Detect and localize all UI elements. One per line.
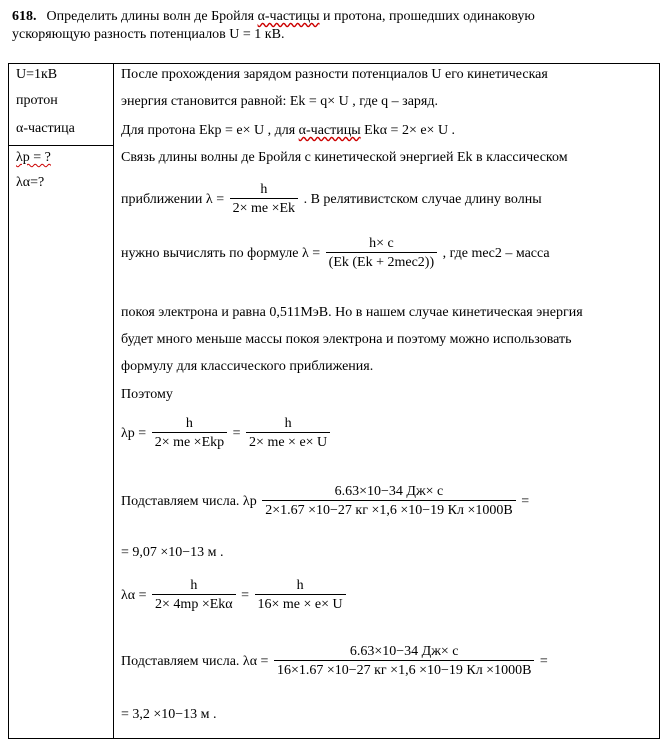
solution-alpha-word: α-частицы bbox=[298, 123, 361, 138]
solution-line-10: Поэтому bbox=[121, 387, 173, 402]
solution-line-6-text: нужно вычислять по формуле λ = bbox=[121, 246, 324, 262]
solution-line-6-end: , где mec2 – масса bbox=[439, 246, 550, 262]
solution-line-9: формулу для классического приближения. bbox=[121, 359, 374, 374]
formula-lambda-a-1-den: 2× 4mp ×Ekα bbox=[152, 594, 236, 614]
equals-sign: = bbox=[229, 426, 245, 442]
formula-lambda-a-1 bbox=[152, 578, 236, 614]
formula-lambda-p-1 bbox=[152, 416, 227, 452]
formula-lambda-a-2-num: h bbox=[296, 578, 304, 593]
formula-lambda-a-2 bbox=[255, 578, 346, 614]
solution-line-3-mid: , для bbox=[264, 123, 299, 138]
equals-sign-p: = bbox=[517, 494, 530, 510]
formula-lambda-p-2-den: 2× me × e× U bbox=[246, 432, 330, 452]
formula-classical-den: 2× me ×Ek bbox=[230, 198, 298, 218]
equals-sign-a: = bbox=[237, 588, 253, 604]
given-voltage: U=1кВ bbox=[16, 67, 58, 82]
solution-line-6 bbox=[121, 236, 550, 272]
given-alpha: α-частица bbox=[16, 121, 75, 136]
formula-relativistic-num: h× c bbox=[369, 236, 394, 251]
solution-line-5-text: приближении λ = bbox=[121, 192, 228, 208]
solution-line-4: Связь длины волны де Бройля с кинетической энергией Ek в классическом bbox=[121, 150, 568, 165]
formula-lambda-a-2-den: 16× me × e× U bbox=[255, 594, 346, 614]
formula-numeric-a-num: 6.63×10−34 Дж× с bbox=[349, 644, 459, 659]
formula-lambda-p-1-num: h bbox=[185, 416, 193, 431]
result-lambda-alpha: = 3,2 ×10−13 м . bbox=[121, 707, 217, 722]
formula-ek: Ek = q× U bbox=[289, 94, 349, 109]
solution-line-5-end: . В релятивистском случае длину волны bbox=[300, 192, 542, 208]
solution-line-14 bbox=[121, 578, 348, 614]
given-proton: протон bbox=[16, 93, 58, 108]
formula-numeric-p-num: 6.63×10−34 Дж× с bbox=[334, 484, 444, 499]
formula-lambda-p-2-num: h bbox=[284, 416, 292, 431]
problem-statement bbox=[12, 8, 662, 44]
given-divider bbox=[9, 145, 113, 146]
formula-numeric-p bbox=[262, 484, 515, 520]
solution-line-3 bbox=[121, 122, 455, 140]
solution-line-1: После прохождения зарядом разности потенциалов U его кинетическая bbox=[121, 67, 548, 82]
problem-text-2: и протона, прошедших одинаковую bbox=[319, 9, 535, 24]
solution-line-2-text: энергия становится равной: bbox=[121, 94, 290, 109]
formula-ekp: Ekp = e× U bbox=[198, 123, 265, 138]
solution-line-8: будет много меньше массы покоя электрона и поэтому можно использовать bbox=[121, 332, 572, 347]
column-divider bbox=[113, 64, 114, 738]
find-lambda-p: λp = ? bbox=[16, 150, 51, 165]
lambda-p-label: λp = bbox=[121, 426, 150, 442]
solution-line-3-text: Для протона bbox=[121, 123, 199, 138]
problem-text-1: Определить длины волн де Бройля bbox=[46, 9, 258, 24]
formula-lambda-p-2 bbox=[246, 416, 330, 452]
equals-sign-a2: = bbox=[536, 654, 548, 670]
formula-lambda-a-1-num: h bbox=[190, 578, 198, 593]
formula-numeric-a-den: 16×1.67 ×10−27 кг ×1,6 ×10−19 Кл ×1000В bbox=[274, 660, 534, 680]
formula-classical bbox=[230, 182, 298, 218]
solution-line-7: покоя электрона и равна 0,511МэВ. Но в нашем случае кинетическая энергия bbox=[121, 305, 583, 320]
formula-numeric-p-den: 2×1.67 ×10−27 кг ×1,6 ×10−19 Кл ×1000В bbox=[262, 500, 515, 520]
solution-line-12 bbox=[121, 484, 529, 520]
solution-line-11 bbox=[121, 416, 332, 452]
lambda-alpha-label: λα = bbox=[121, 588, 151, 604]
solution-line-2 bbox=[121, 93, 438, 111]
solution-line-15 bbox=[121, 644, 548, 680]
substitute-a-label: Подставляем числа. λα = bbox=[121, 654, 272, 670]
formula-numeric-a bbox=[274, 644, 534, 680]
solution-line-5 bbox=[121, 182, 542, 218]
formula-classical-num: h bbox=[260, 182, 268, 197]
solution-line-2-end: , где q – заряд. bbox=[348, 94, 438, 109]
substitute-p-label: Подставляем числа. λp bbox=[121, 494, 261, 510]
problem-line-2: ускоряющую разность потенциалов U = 1 кВ. bbox=[12, 27, 285, 42]
formula-ek-alpha: Ekα = 2× e× U . bbox=[360, 123, 456, 138]
problem-alpha-word: α-частицы bbox=[257, 9, 320, 24]
formula-relativistic bbox=[326, 236, 437, 272]
problem-line-1 bbox=[12, 8, 662, 26]
formula-lambda-p-1-den: 2× me ×Ekp bbox=[152, 432, 227, 452]
result-lambda-p: = 9,07 ×10−13 м . bbox=[121, 545, 224, 560]
formula-relativistic-den: (Ek (Ek + 2mec2)) bbox=[326, 252, 437, 272]
find-lambda-alpha: λα=? bbox=[16, 175, 45, 190]
solution-table bbox=[8, 63, 660, 739]
problem-number: 618. bbox=[12, 9, 37, 24]
